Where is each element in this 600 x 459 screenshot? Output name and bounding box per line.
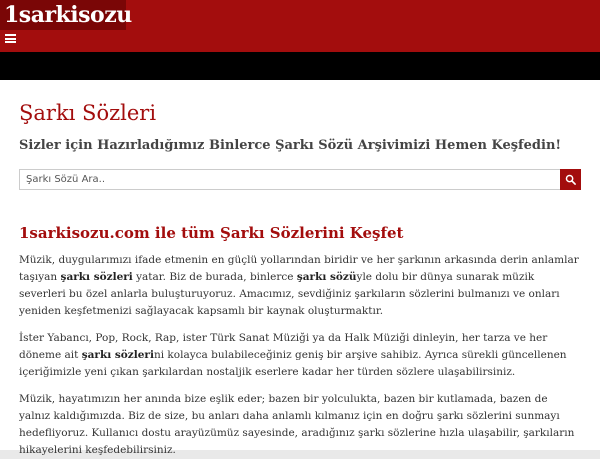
nav-bar xyxy=(0,52,600,80)
search-button[interactable] xyxy=(560,169,581,190)
search-input[interactable] xyxy=(19,169,560,190)
page-title: Şarkı Sözleri xyxy=(19,80,581,126)
main-content xyxy=(0,80,600,450)
site-logo[interactable] xyxy=(0,0,126,30)
magnifier-icon xyxy=(565,174,576,185)
top-header xyxy=(0,0,600,52)
search-form xyxy=(19,169,581,190)
intro-paragraph-1: Müzik, duygularımızı ifade etmenin en güçlü yollarından biridir ve her şarkının arkasında derin anlamlar taşıyan şarkı sözleri yatar. Biz de burada, binlerce şarkı sözüyle dolu bir dünya sunarak müzik severleri bu özel anlarla buluşturuyoruz. Amacımız, sevdiğiniz şarkıların sözlerini bulmanızı ve onları yeniden keşfetmenizi sağlayacak kapsamlı bir kaynak oluşturmaktır. xyxy=(19,252,581,320)
section-title: 1sarkisozu.com ile tüm Şarkı Sözlerini Keşfet xyxy=(19,224,581,242)
intro-paragraph-2: İster Yabancı, Pop, Rock, Rap, ister Türk Sanat Müziği ya da Halk Müziği dinleyin, her tarza ve her döneme ait şarkı sözlerini kolayca bulabileceğiniz geniş bir arşive sahibiz. Ayrıca sürekli güncellenen içeriğimizle yeni çıkan şarkılardan nostaljik eserlere kadar her türden sözlere ulaşabilirsiniz. xyxy=(19,330,581,381)
intro-paragraph-3: Müzik, hayatımızın her anında bize eşlik eder; bazen bir yolculukta, bazen bir kutlamada, bazen de yalnız kaldığımızda. Biz de size, bu anları daha anlamlı kılmanız için en doğru şarkı sözlerini sunmayı hedefliyoruz. Kullanıcı dostu arayüzümüz sayesinde, aradığınız şarkı sözlerine hızla ulaşabilir, şarkıların hikayelerini keşfedebilirsiniz. xyxy=(19,391,581,459)
hamburger-menu-icon[interactable] xyxy=(5,34,16,43)
page-subtitle: Sizler için Hazırladığımız Binlerce Şarkı Sözü Arşivimizi Hemen Keşfedin! xyxy=(19,138,581,153)
site-logo-text: 1sarkisozu xyxy=(4,2,132,28)
